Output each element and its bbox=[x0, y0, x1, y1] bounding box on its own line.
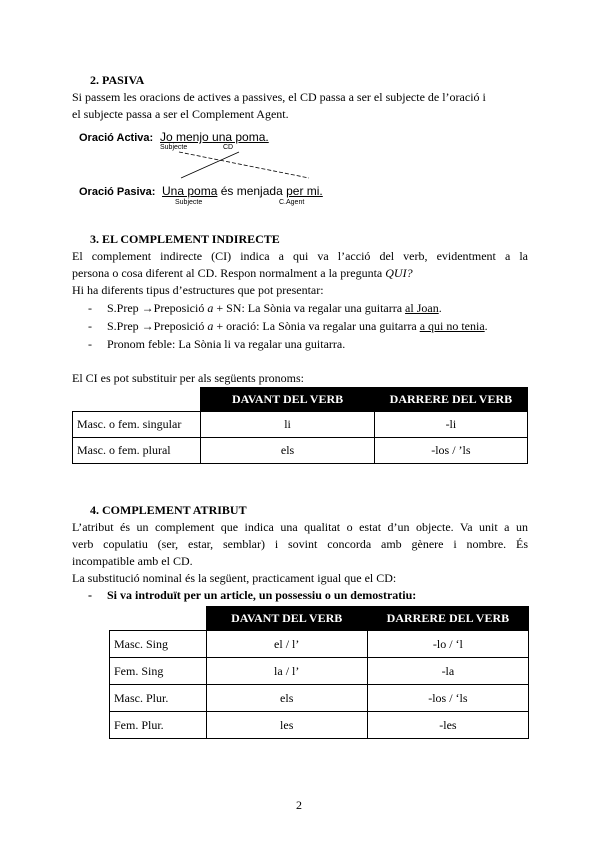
section4-bullet-marker: - bbox=[88, 588, 92, 602]
section2-line2: el subjecte passa a ser el Complement Agent. bbox=[72, 107, 289, 121]
table-row: Masc. o fem. plural els -los / ’ls bbox=[73, 438, 528, 464]
subject-to-agent-arrow bbox=[179, 152, 309, 178]
active-subject-label: Subjecte bbox=[160, 144, 188, 151]
passive-subject-text: Una poma bbox=[162, 184, 218, 198]
bullet-2-marker: - bbox=[88, 319, 92, 333]
section4-p1-line1: L’atribut és un complement que indica una qualitat o estat d’un objecte. Va unit a un bbox=[72, 520, 528, 534]
section2-heading: 2. PASIVA bbox=[90, 73, 145, 87]
ci-table-corner bbox=[73, 388, 201, 412]
atribut-header-davant: DAVANT DEL VERB bbox=[206, 607, 367, 631]
table-row: Masc. Plur. els -los / ‘ls bbox=[110, 685, 529, 712]
passive-subject-label: Subjecte bbox=[175, 199, 203, 206]
table-row: Fem. Sing la / l’ -la bbox=[110, 658, 529, 685]
bullet-1-marker: - bbox=[88, 301, 92, 315]
page-number: 2 bbox=[296, 798, 302, 812]
section4-p2: La substitució nominal és la següent, practicament igual que el CD: bbox=[72, 571, 397, 585]
active-passive-diagram bbox=[79, 128, 323, 208]
bullet-3-marker: - bbox=[88, 337, 92, 351]
qui-question: QUI? bbox=[385, 266, 413, 280]
ci-pronoun-table bbox=[72, 387, 528, 464]
section4-bullet-text: Si va introduït per un article, un possessiu o un demostratiu: bbox=[107, 588, 417, 602]
active-label: Oració Activa: bbox=[79, 132, 154, 144]
bullet-2-text: S.Prep →Preposició a + oració: La Sònia va regalar una guitarra a qui no tenia. bbox=[107, 319, 488, 333]
section4-p1-line2: verb copulatiu (ser, estar, semblar) i sovint concorda amb gènere i nombre. És bbox=[72, 537, 528, 551]
cd-to-subject-arrow bbox=[181, 152, 239, 178]
active-cd-label: CD bbox=[223, 144, 234, 151]
passive-label: Oració Pasiva: bbox=[79, 186, 156, 198]
active-subject-text: Jo menjo bbox=[160, 130, 213, 144]
atribut-pronoun-table bbox=[109, 606, 529, 739]
table-row: Masc. o fem. singular li -li bbox=[73, 412, 528, 438]
passive-sentence bbox=[162, 184, 323, 198]
section3-table-intro: El CI es pot substituir per als següents pronoms: bbox=[72, 371, 304, 385]
atribut-header-darrere: DARRERE DEL VERB bbox=[367, 607, 528, 631]
atribut-table-corner bbox=[110, 607, 207, 631]
passive-agent-text: per mi. bbox=[286, 184, 323, 198]
passive-agent-label: C.Agent bbox=[279, 199, 305, 206]
section4-p1-line3: incompatible amb el CD. bbox=[72, 554, 193, 568]
ci-header-darrere: DARRERE DEL VERB bbox=[374, 388, 527, 412]
section3-p2: Hi ha diferents tipus d’estructures que pot presentar: bbox=[72, 283, 324, 297]
passive-verb-text: és menjada bbox=[217, 184, 287, 198]
section2-line1: Si passem les oracions de actives a passives, el CD passa a ser el subjecte de l’oració i bbox=[72, 90, 486, 104]
table-row: Masc. Sing el / l’ -lo / ‘l bbox=[110, 631, 529, 658]
bullet-1-text: S.Prep →Preposició a + SN: La Sònia va regalar una guitarra al Joan. bbox=[107, 301, 442, 315]
active-cd-text: una poma. bbox=[212, 130, 269, 144]
section3-heading: 3. EL COMPLEMENT INDIRECTE bbox=[90, 232, 280, 246]
section4-heading: 4. COMPLEMENT ATRIBUT bbox=[90, 503, 247, 517]
section3-p1-line1: El complement indirecte (CI) indica a qui va l’acció del verb, evidentment a la bbox=[72, 249, 528, 263]
bullet-3-text: Pronom feble: La Sònia li va regalar una guitarra. bbox=[107, 337, 346, 351]
ci-header-davant: DAVANT DEL VERB bbox=[201, 388, 374, 412]
section3-p1-line2: persona o cosa diferent al CD. Respon normalment a la pregunta QUI? bbox=[72, 266, 413, 280]
table-row: Fem. Plur. les -les bbox=[110, 712, 529, 739]
